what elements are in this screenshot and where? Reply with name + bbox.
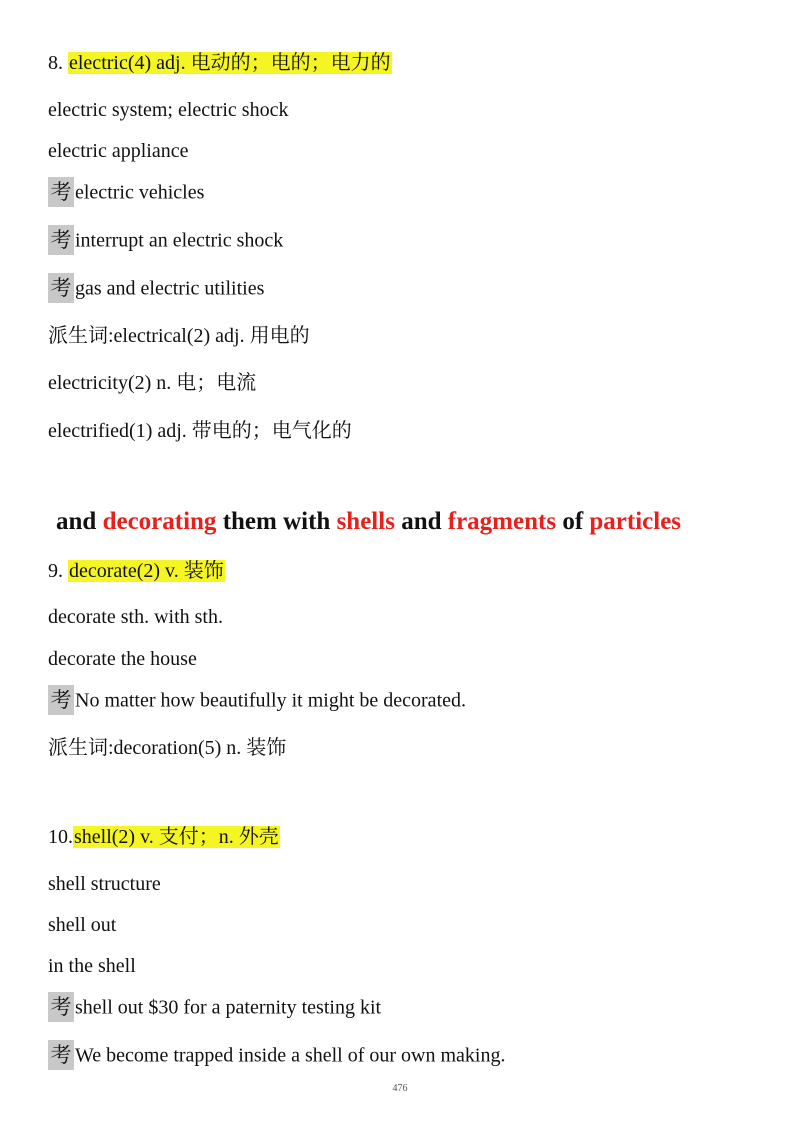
exam-mark: 考 <box>48 1040 74 1070</box>
phrase-line: decorate the house <box>48 648 197 670</box>
sentence-word: and <box>394 508 448 535</box>
phrase-line: in the shell <box>48 955 136 977</box>
entry-headword: shell(2) v. 支付；n. 外壳 <box>74 826 279 848</box>
entry-headword: electric(4) adj. 电动的；电的；电力的 <box>69 52 391 74</box>
phrase-line: shell out <box>48 914 117 936</box>
derivative-line: 派生词:electrical(2) adj. 用电的 <box>48 325 310 347</box>
entry-number: 9. <box>48 560 68 582</box>
sentence-keyword: particles <box>589 508 682 535</box>
entry-number: 8. <box>48 52 68 74</box>
exam-line <box>48 227 283 257</box>
exam-line <box>48 1042 506 1072</box>
phrase-line: electric appliance <box>48 140 189 162</box>
exam-text: interrupt an electric shock <box>75 229 284 252</box>
sentence-word: and <box>56 508 103 535</box>
phrase-line: decorate sth. with sth. <box>48 606 223 628</box>
exam-text: We become trapped inside a shell of our own making. <box>75 1044 506 1067</box>
derivative-line: electrified(1) adj. 带电的；电气化的 <box>48 420 352 442</box>
page-number: 476 <box>392 1083 408 1094</box>
derivative-line: electricity(2) n. 电；电流 <box>48 372 257 394</box>
exam-text: No matter how beautifully it might be decorated. <box>75 689 466 712</box>
exam-mark: 考 <box>48 177 74 207</box>
sentence-keyword: shells <box>336 508 395 535</box>
sentence-keyword: fragments <box>447 508 557 535</box>
entry-number: 10. <box>48 826 73 848</box>
sentence-word: of <box>556 508 590 535</box>
exam-mark: 考 <box>48 992 74 1022</box>
exam-line <box>48 994 381 1024</box>
source-sentence <box>56 506 681 538</box>
exam-line <box>48 179 204 209</box>
exam-line <box>48 687 466 717</box>
exam-text: gas and electric utilities <box>75 277 265 300</box>
entry-8-heading <box>48 50 392 76</box>
sentence-word: them with <box>216 508 337 535</box>
exam-mark: 考 <box>48 685 74 715</box>
entry-9-heading <box>48 558 225 584</box>
exam-line <box>48 275 264 305</box>
phrase-line: electric system; electric shock <box>48 99 289 121</box>
exam-text: electric vehicles <box>75 181 205 204</box>
exam-mark: 考 <box>48 273 74 303</box>
exam-text: shell out $30 for a paternity testing kit <box>75 996 382 1019</box>
derivative-line: 派生词:decoration(5) n. 装饰 <box>48 737 287 759</box>
entry-headword: decorate(2) v. 装饰 <box>69 560 224 582</box>
sentence-keyword: decorating <box>102 508 217 535</box>
exam-mark: 考 <box>48 225 74 255</box>
entry-10-heading <box>48 824 280 850</box>
phrase-line: shell structure <box>48 873 161 895</box>
